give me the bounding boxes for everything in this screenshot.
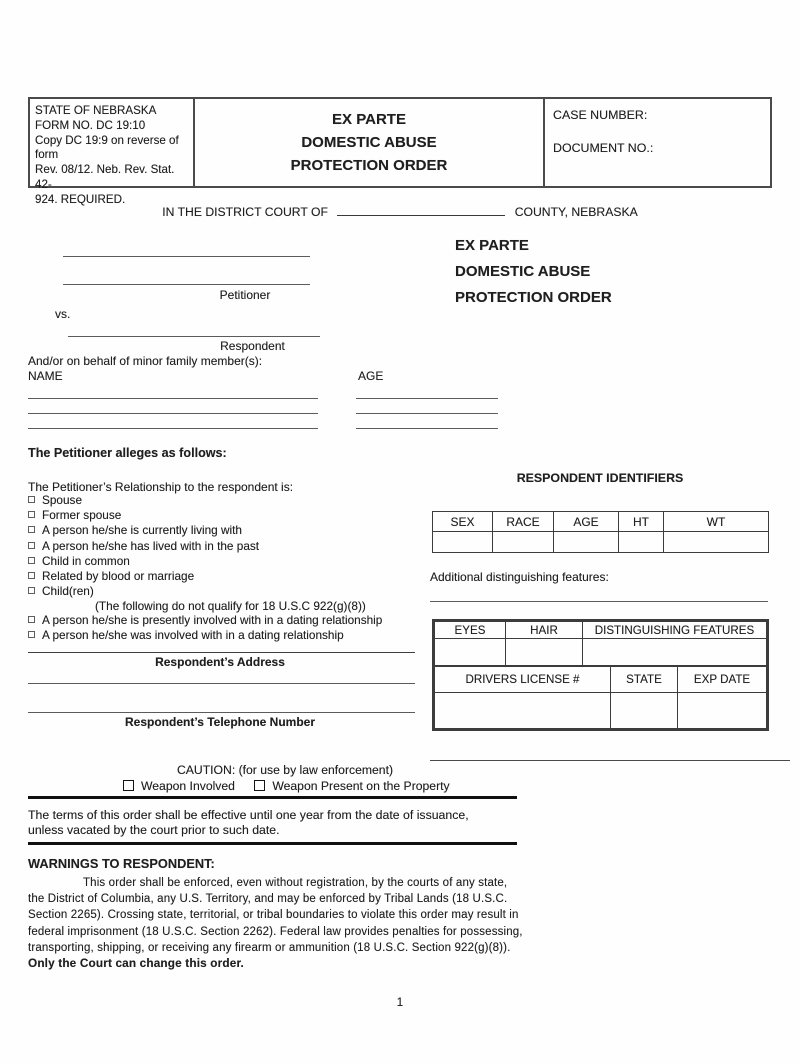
respondent-label: Respondent: [220, 339, 285, 353]
empty-cell: [619, 532, 664, 553]
empty-cell: [611, 693, 678, 729]
relationship-option: [28, 539, 259, 554]
checkbox-icon: [28, 511, 35, 518]
checkbox-icon: [28, 496, 35, 503]
form-title-line: EX PARTE: [332, 111, 406, 128]
right-blank-line: [430, 760, 790, 761]
warnings-footer: Only the Court can change this order.: [28, 956, 244, 970]
checkbox-icon: [28, 616, 35, 623]
warnings-body-line: Section 2265). Crossing state, territorial, or tribal boundaries to violate this order may result in: [28, 909, 519, 922]
caption-title-line: DOMESTIC ABUSE: [455, 263, 591, 280]
empty-cell: [493, 532, 554, 553]
petitioner-name-line: [63, 256, 310, 257]
caption-title-line: PROTECTION ORDER: [455, 289, 612, 306]
empty-cell: [435, 693, 611, 729]
weapon-checkbox-row: [123, 779, 450, 793]
header-box: [28, 97, 772, 206]
dating-options: [28, 613, 382, 643]
divider-rule: [28, 842, 517, 845]
petitioner-label: Petitioner: [219, 288, 271, 302]
option-label: A person he/she is presently involved with in a dating relationship: [42, 613, 383, 627]
checkbox-icon: [28, 557, 35, 564]
form-id-line: FORM NO. DC 19:10: [35, 118, 146, 132]
county-blank-line: [337, 204, 505, 216]
weapon-present-label: Weapon Present on the Property: [272, 779, 450, 793]
form-title: [195, 99, 545, 186]
form-id-line: Copy DC 19:9 on reverse of form: [35, 133, 179, 162]
address-label: Respondent’s Address: [155, 655, 285, 669]
qualify-note: (The following do not qualify for 18 U.S.C 922(g)(8)): [95, 599, 366, 613]
age-column-label: AGE: [358, 369, 384, 383]
minor-age-line: [356, 398, 498, 399]
col-header-wt: WT: [664, 512, 769, 532]
case-number-label: CASE NUMBER:: [553, 108, 648, 122]
minor-age-line: [356, 428, 498, 429]
checkbox-icon: [28, 542, 35, 549]
caution-label: CAUTION: (for use by law enforcement): [176, 763, 394, 777]
warnings-heading: WARNINGS TO RESPONDENT:: [28, 856, 215, 871]
relationship-option: [28, 508, 259, 523]
relationship-option: [28, 584, 259, 599]
divider-rule: [28, 796, 517, 799]
relationship-intro: The Petitioner’s Relationship to the respondent is:: [28, 480, 294, 494]
empty-cell: [435, 639, 506, 666]
col-header-race: RACE: [493, 512, 554, 532]
warnings-body: [28, 877, 538, 958]
caption-title-line: EX PARTE: [455, 237, 529, 254]
warnings-body-line: transporting, shipping, or receiving any firearm or ammunition (18 U.S.C. Section 922(g)(8)).: [28, 941, 511, 954]
identifiers-table-2: [432, 619, 769, 731]
minor-members-line: And/or on behalf of minor family member(s):: [28, 354, 263, 368]
empty-cell: [506, 639, 583, 666]
petitioner-name-line: [63, 284, 310, 285]
relationship-option: [28, 493, 259, 508]
phone-line: [28, 712, 415, 713]
col-header-state: STATE: [611, 667, 678, 693]
page-number: 1: [396, 997, 404, 1009]
option-label: Related by blood or marriage: [42, 568, 195, 583]
respondent-name-line: [68, 336, 320, 337]
weapon-involved-label: Weapon Involved: [141, 779, 235, 793]
option-label: Child(ren): [42, 584, 94, 599]
checkbox-icon: [28, 526, 35, 533]
minor-name-line: [28, 428, 318, 429]
address-line: [28, 683, 415, 684]
form-id-line: STATE OF NEBRASKA: [35, 104, 157, 117]
minor-age-line: [356, 413, 498, 414]
option-label: A person he/she has lived with in the past: [42, 538, 260, 553]
empty-cell: [678, 693, 767, 729]
col-header-sex: SEX: [433, 512, 493, 532]
option-label: A person he/she was involved with in a dating relationship: [42, 628, 344, 643]
name-column-label: NAME: [28, 369, 63, 383]
identifiers-table: [432, 511, 769, 553]
versus-label: vs.: [55, 307, 71, 321]
terms-line: unless vacated by the court prior to such date.: [28, 823, 280, 837]
col-header-age: AGE: [554, 512, 619, 532]
terms-line: The terms of this order shall be effective until one year from the date of issuance,: [28, 808, 469, 822]
col-header-eyes: EYES: [435, 622, 506, 639]
relationship-options: [28, 493, 259, 599]
relationship-option: [28, 569, 259, 584]
additional-features-label: Additional distinguishing features:: [430, 570, 609, 584]
weapon-present-checkbox-icon: [254, 780, 265, 791]
col-header-drivers-license: DRIVERS LICENSE #: [435, 667, 611, 693]
document-no-label: DOCUMENT NO.:: [553, 141, 654, 155]
form-id-line: Rev. 08/12. Neb. Rev. Stat. 42-: [35, 163, 175, 191]
checkbox-icon: [28, 587, 35, 594]
court-heading-prefix: IN THE DISTRICT COURT OF: [162, 205, 328, 219]
minor-name-line: [28, 413, 318, 414]
relationship-option: [28, 628, 382, 643]
weapon-involved-checkbox-icon: [123, 780, 134, 791]
warnings-body-line: the District of Columbia, any U.S. Territory, and may be enforced by Tribal Lands (18 U.S.C.: [28, 893, 508, 906]
option-label: Spouse: [42, 493, 83, 507]
option-label: Child in common: [42, 553, 130, 568]
address-line: [28, 652, 415, 653]
eyes-hair-table: [434, 621, 767, 666]
minor-name-line: [28, 398, 318, 399]
form-title-line: DOMESTIC ABUSE: [301, 134, 437, 151]
empty-cell: [664, 532, 769, 553]
court-heading-suffix: COUNTY, NEBRASKA: [514, 205, 638, 219]
relationship-option: [28, 554, 259, 569]
col-header-ht: HT: [619, 512, 664, 532]
warnings-body-line: This order shall be enforced, even without registration, by the courts of any state,: [83, 877, 508, 889]
case-info-block: [545, 99, 770, 186]
phone-label: Respondent’s Telephone Number: [124, 715, 316, 729]
warnings-body-line: federal imprisonment (18 U.S.C. Section 2262). Federal law provides penalties for possessing,: [28, 925, 523, 938]
col-header-exp-date: EXP DATE: [678, 667, 767, 693]
empty-cell: [583, 639, 767, 666]
additional-features-line: [430, 601, 768, 602]
form-title-line: PROTECTION ORDER: [290, 157, 448, 174]
caption-title-block: [455, 233, 612, 311]
relationship-option: [28, 523, 259, 538]
empty-cell: [554, 532, 619, 553]
checkbox-icon: [28, 572, 35, 579]
form-id-block: [30, 99, 195, 206]
form-id-line: 924. REQUIRED.: [35, 192, 126, 206]
option-label: A person he/she is currently living with: [42, 523, 242, 538]
relationship-option: [28, 613, 382, 628]
identifiers-heading: RESPONDENT IDENTIFIERS: [516, 471, 684, 485]
col-header-hair: HAIR: [506, 622, 583, 639]
checkbox-icon: [28, 631, 35, 638]
court-heading: [0, 204, 800, 219]
alleges-heading: The Petitioner alleges as follows:: [28, 446, 227, 460]
option-label: Former spouse: [42, 508, 122, 523]
empty-cell: [433, 532, 493, 553]
col-header-distinguishing-features: DISTINGUISHING FEATURES: [583, 622, 767, 639]
drivers-license-table: [434, 666, 767, 729]
